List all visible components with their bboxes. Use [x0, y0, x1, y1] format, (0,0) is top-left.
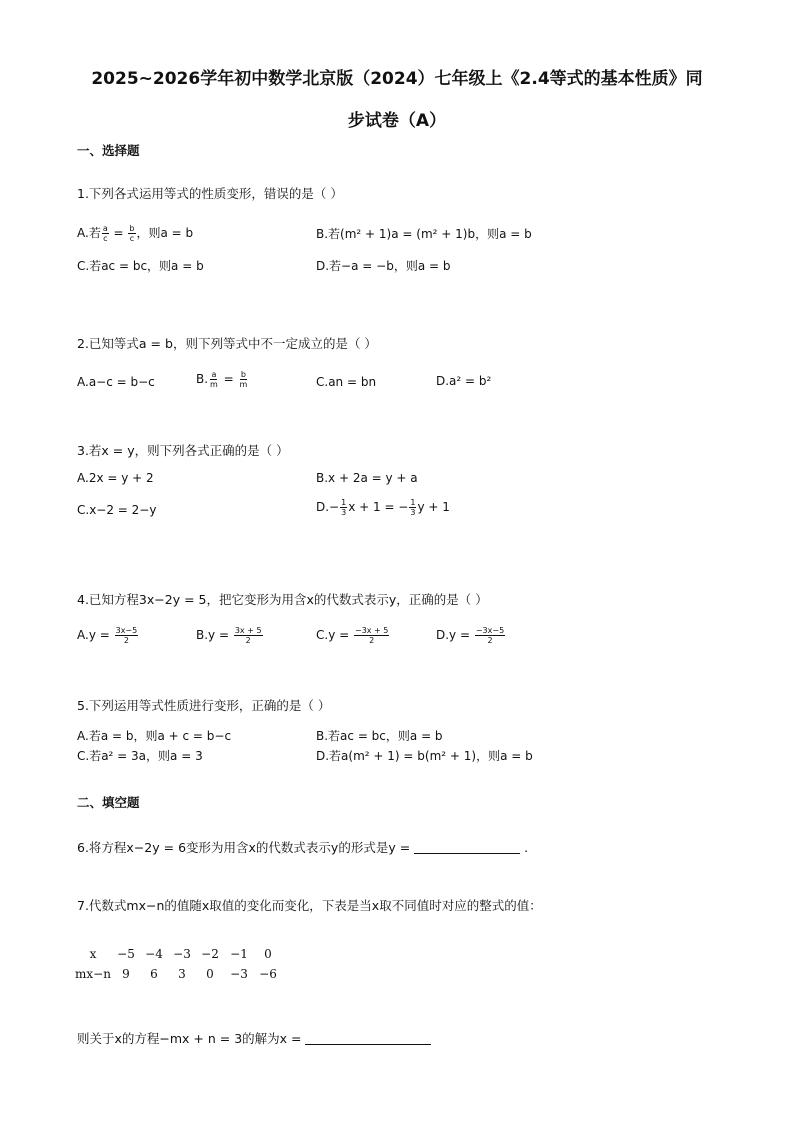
question-5-option-d: D.若a(m² + 1) = b(m² + 1)，则a = b [316, 749, 533, 763]
question-5-stem: 5.下列运用等式性质进行变形，正确的是（ ） [77, 698, 331, 713]
question-2-option-c: C.an = bn [316, 375, 377, 389]
answer-blank-q7[interactable] [305, 1032, 431, 1045]
question-4-option-b: B.y = $\frac{3x + 5}{2}$ [196, 626, 262, 645]
question-7-stem: 7.代数式mx−n的值随x取值的变化而变化，下表是当x取不同值时对应的整式的值： [77, 898, 542, 913]
fraction-b-over-c: $\frac{b}{c}$ [129, 224, 135, 243]
question-1-option-b: B.若(m² + 1)a = (m² + 1)b，则a = b [316, 227, 532, 241]
fraction-one-third-2: $\frac{1}{3}$ [410, 498, 416, 517]
value-table [74, 944, 282, 984]
question-4-option-c: C.y = $\frac{-3x + 5}{2}$ [316, 626, 389, 645]
table-row: mx−n 9 6 3 0 −3 −6 [75, 967, 277, 981]
page-title-line-1: 2025~2026学年初中数学北京版（2024）七年级上《2.4等式的基本性质》同 [91, 69, 703, 89]
question-3-option-b: B.x + 2a = y + a [316, 471, 418, 485]
question-2-stem: 2.已知等式a = b，则下列等式中不一定成立的是（ ） [77, 336, 377, 351]
question-1-option-d: D.若−a = −b，则a = b [316, 259, 451, 273]
question-3-option-c: C.x−2 = 2−y [77, 503, 157, 517]
question-5-option-a: A.若a = b，则a + c = b−c [77, 729, 232, 743]
fraction-one-third: $\frac{1}{3}$ [341, 498, 347, 517]
question-1-stem: 1.下列各式运用等式的性质变形，错误的是（ ） [77, 186, 343, 201]
question-2-option-b: B. $\frac{a}{m}$ = $\frac{b}{m}$ [196, 370, 248, 389]
question-4-option-d: D.y = $\frac{-3x-5}{2}$ [436, 626, 505, 645]
question-4-stem: 4.已知方程3x−2y = 5，把它变形为用含x的代数式表示y，正确的是（ ） [77, 592, 488, 607]
section-heading-choice: 一、选择题 [77, 143, 140, 158]
fraction-a-over-m: $\frac{a}{m}$ [210, 370, 218, 389]
question-6: 6.将方程x−2y = 6变形为用含x的代数式表示y的形式是y = . [77, 840, 529, 855]
question-3-option-a: A.2x = y + 2 [77, 471, 154, 485]
question-7-follow-up: 则关于x的方程−mx + n = 3的解为x = [77, 1029, 431, 1047]
section-heading-fill-in: 二、填空题 [77, 795, 140, 810]
fraction-a-over-c: $\frac{a}{c}$ [102, 224, 108, 243]
question-2-option-a: A.a−c = b−c [77, 375, 155, 389]
question-1-option-a: A.若 $\frac{a}{c}$ = $\frac{b}{c}$ ，则a = b [77, 224, 194, 243]
question-1-option-c: C.若ac = bc，则a = b [77, 259, 204, 273]
question-4-option-a: A.y = $\frac{3x-5}{2}$ [77, 626, 138, 645]
question-3-option-d: D.− $\frac{1}{3}$ x + 1 = − $\frac{1}{3}$ y + 1 [316, 498, 450, 517]
question-5-option-b: B.若ac = bc，则a = b [316, 729, 443, 743]
table-row: x −5 −4 −3 −2 −1 0 [89, 947, 272, 961]
question-2-option-d: D.a² = b² [436, 374, 492, 388]
question-5-option-c: C.若a² = 3a，则a = 3 [77, 749, 203, 763]
fraction-b-over-m: $\frac{b}{m}$ [239, 370, 248, 389]
question-3-stem: 3.若x = y，则下列各式正确的是（ ） [77, 443, 289, 458]
page-title-line-2: 步试卷（A） [347, 111, 447, 131]
answer-blank-q6[interactable] [414, 841, 520, 854]
